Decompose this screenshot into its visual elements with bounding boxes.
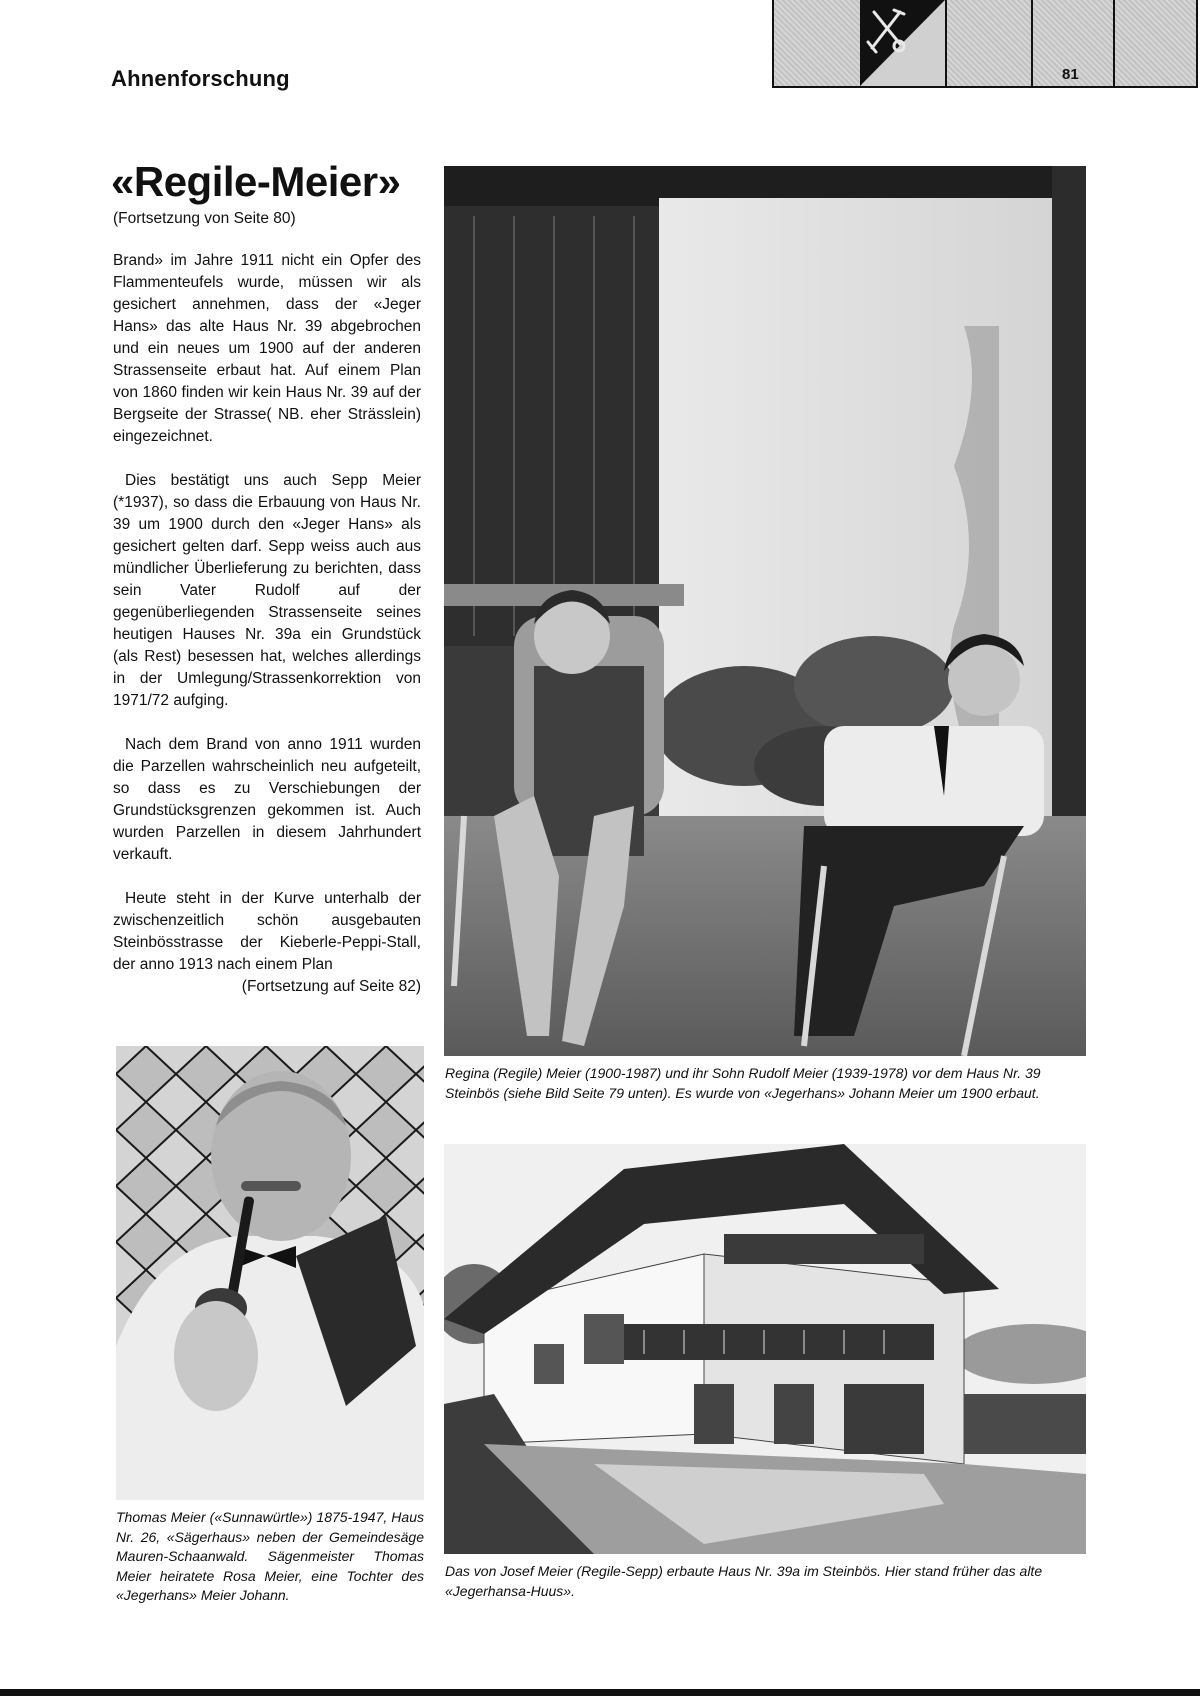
page-bottom-rule [0, 1689, 1200, 1696]
continued-note: (Fortsetzung auf Seite 82) [241, 978, 421, 995]
body-paragraph: Nach dem Brand von anno 1911 wurden die Parzellen wahrscheinlich neu aufgeteilt, so dass es zu Verschiebungen der Grundstücksgrenzen gekommen ist. Auch wurden Parzellen in diesem Jahrhundert verkauft. [113, 736, 421, 863]
caption-house: Das von Josef Meier (Regile-Sepp) erbaute Haus Nr. 39a im Steinbös. Hier stand früher das alte «Jegerhansa-Huus». [445, 1563, 1043, 1599]
header-tab-strip [772, 0, 1198, 88]
body-paragraph: Heute steht in der Kurve unterhalb der zwischenzeitlich schön ausgebauten Steinbösstrasse der Kieberle-Peppi-Stall, der anno 1913 nach einem Plan [113, 890, 421, 973]
coat-of-arms-icon [860, 0, 945, 86]
photo-thomas-illustration [116, 1046, 424, 1500]
article-body [113, 250, 421, 998]
article-subtitle: (Fortsetzung von Seite 80) [113, 210, 296, 227]
body-paragraph: Brand» im Jahre 1911 nicht ein Opfer des Flammenteufels wurde, müssen wir als gesichert annehmen, dass der «Jeger Hans» das alte Haus Nr. 39 abgebrochen und ein neues um 1900 auf der anderen Strassenseite erbaut hat. Auf einem Plan von 1860 finden wir kein Haus Nr. 39 auf der Bergseite der Strasse( NB. eher Strässlein) eingezeichnet. [113, 252, 421, 445]
tab-cell [947, 0, 1033, 88]
photo-regile-and-son [444, 166, 1086, 1056]
caption-regile: Regina (Regile) Meier (1900-1987) und ihr Sohn Rudolf Meier (1939-1978) vor dem Haus Nr. 39 Steinbös (siehe Bild Seite 79 unten). Es wurde von «Jegerhans» Johann Meier um 1900 erbaut. [445, 1065, 1041, 1101]
photo-house-39a [444, 1144, 1086, 1554]
photo-house-illustration [444, 1144, 1086, 1554]
page-number: 81 [1062, 66, 1079, 83]
section-label: Ahnenforschung [111, 66, 290, 91]
photo-thomas-meier [116, 1046, 424, 1500]
article-title: «Regile-Meier» [111, 158, 401, 205]
tab-cell [1115, 0, 1198, 88]
body-paragraph: Dies bestätigt uns auch Sepp Meier (*1937), so dass die Erbauung von Haus Nr. 39 um 1900 durch den «Jeger Hans» als gesichert gelten darf. Sepp weiss auch aus mündlicher Überlieferung zu berichten, dass sein Vater Rudolf auf der gegenüberliegenden Strassenseite seines heutigen Hauses Nr. 39a ein Grundstück (als Rest) besessen hat, welches allerdings in der Umlegung/Strassenkorrektion von 1971/72 aufging. [113, 472, 421, 709]
photo-regile-illustration [444, 166, 1086, 1056]
tab-cell [772, 0, 862, 88]
tab-cell-emblem [860, 0, 947, 88]
caption-thomas: Thomas Meier («Sunnawürtle») 1875-1947, Haus Nr. 26, «Sägerhaus» neben der Gemeindesäge Mauren-Schaanwald. Sägenmeister Thomas Meier heiratete Rosa Meier, eine Tochter des «Jegerhans» Meier Johann. [116, 1509, 424, 1603]
